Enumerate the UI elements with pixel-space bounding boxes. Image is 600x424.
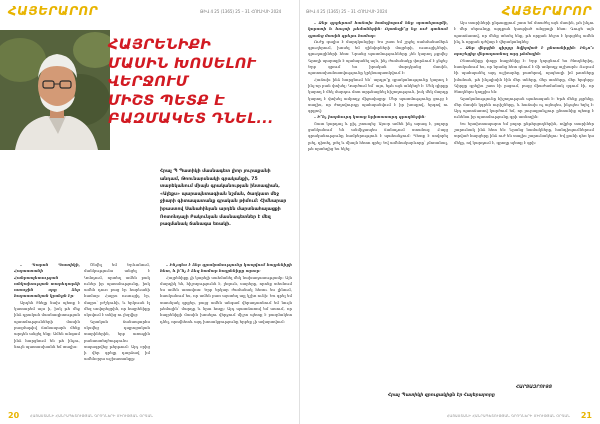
text-column: [14, 262, 80, 412]
body-paragraph: Գրականությունը հիշողության պահապան է։ Եթե մենք չգրենք, մեր մասին կգրեն ուրիշները, և հաճախ ոչ այնպես, ինչպես եղել է։ Այդ պատճառով կարծում եմ, որ յուրաքանչյուր ընտանիք պետք է ունենա իր պատմությունը գրի առնողին։: [454, 95, 594, 120]
body-paragraph: Ծնվել եմ Երևանում, մանկությունս անցել է Կոնդում, որտեղ ամեն բակ ուներ իր պատմությունը, իսկ ամեն դուռ բաց էր հարևանի համար։ Հայրս ուսուցիչ էր, մայրս՝ բժշկուհի, և երկուսն էլ մեզ սովորեցրին, որ հայրենիքը սկսվում է տնից ու լեզվից։: [84, 262, 150, 318]
headline-line: ՄԱՍԻՆ ԽՈՍԵԼՈՒ: [108, 55, 257, 72]
body-paragraph: Հայրենիքը չի կարելի սահմանել մեկ նախադասությամբ։ Այն մարդիկ են, հիշողությունն է, լեզուն, սարերը, որոնք տեսնում ես ամեն առավոտ։ Երբ երկար ժամանակ հեռու ես լինում, հասկանում ես, որ ամեն բառ այստեղ այլ կշիռ ունի։ Ես գրել եմ տասնյակ գրքեր, բայց ամեն անգամ վերադառնում եմ նույն թեմային՝ մարդը և նրա հողը։ Այդ պատճառով եմ ասում, որ հայրենիքի մասին խոսելու վերջում միշտ պետք է բազմակետ դնել, որովհետև այդ խոսակցությունը երբեք չի ավարտվում։: [160, 274, 292, 324]
headline-line: ՎԵՐՋՈՒՄ: [108, 74, 189, 90]
body-paragraph: Գրական ճանապարհս սկսվեց դպրոցական տարիներին, երբ առաջին բանաստեղծությունս տպագրվեց թերթում։ Այդ օրից ի վեր գրելը դարձավ իմ ամենօրյա աշխատանքը։: [84, 318, 150, 362]
magazine-logo: ՀԱՅԵՐԱՐՈՐ: [501, 4, 592, 18]
question-paragraph: – Ձեր գրքերում հաճախ հանդիպում ենք պատերազմի, կորստի և հույսի թեմաներին։ Որտեղի՞ց եք ուժ գտնում դրանց մասին գրելու համար։: [308, 20, 448, 38]
question-paragraph: – Ձեր վերջին գիրքը նվիրված է ընտանիքին։ Ինչո՞ւ որոշեցիք վերադառնալ այդ թեմային։: [454, 45, 594, 57]
body-paragraph: Ուժը գալիս է մարդկանցից։ Ես շատ եմ շրջել սահմանամերձ գյուղերում, խոսել եմ զինվորների մայրերի, ուսուցիչների, գյուղացիների հետ։ Նրանց պատմությունները չեն կարող չգրվել։ Գրողի պարտքն է պահպանել այն, ինչ ժամանակը փորձում է ջնջել։ Երբ գրում ես իրական մարդկանց մասին, պատասխանատվությունը կրկնապատկվում է։: [308, 38, 448, 76]
issue-info: ԹԻՎ 4 25 (1365) 25 – 31 ՀՈՒԼԻՍԻ 2024: [200, 9, 282, 14]
author-photo: [0, 30, 110, 150]
headline-line: ՄԻՇՏ ՊԵՏՔ Է: [108, 92, 225, 109]
article-headline: [108, 36, 292, 129]
page-footer: [300, 410, 600, 424]
text-column: [454, 20, 594, 412]
text-column: [160, 262, 292, 412]
interviewer-credit: Հրաչ Պատիկի զրուցակիցն էր Հայերարորը: [388, 392, 495, 397]
body-paragraph: Ընտանիքը փոքր հայրենիք է։ Երբ կորցնում ես ծնողներիդ, հասկանում ես, որ նրանց հետ գնում է մի ամբողջ աշխարհ։ Ուզում էի պահպանել այդ աշխարհը բառերով, որպեսզի իմ թոռները իմանան, թե ինչպիսին էին մեր տները, մեր տոները, մեր երգերը։ Գիրքը գրելիս շատ էի լացում, բայց միաժամանակ զգում էի, որ ծնողներս կողքիս են։: [454, 57, 594, 95]
footer-text: ՀԱՅԱՍՏԱՆԻ ՀԱՆՐԱՊԵՏՈՒԹՅԱՆ ԳՐՈՂՆԵՐԻ ՄԻՈՒԹՅԱՆ ՕՐԳԱՆ: [446, 414, 570, 418]
body-paragraph: Հաճախ ինձ հարցնում են՝ արդյո՞ք գրականությունը կարող է ինչ-որ բան փոխել։ Կարծում եմ՝ այո, եթե այն անկեղծ է։ Մեկ գիրքը կարող է մեկ մարդու մոտ արթնացնել հիշողություն, իսկ մեկ մարդը կարող է փոխել ամբողջ միջավայրը։ Մեր պատմությունը ցույց է տալիս, որ ժողովուրդը պահպանվում է իր խոսքով, երգով ու գրքով։: [308, 76, 448, 114]
text-column: [84, 262, 150, 412]
body-paragraph: Արդեն ծնելը նախ պետք է կատարեմ այս ի, իսկ թե մեջ ինձ դրական մասնագիտության պատմությունների մասին բազմաթիվ ճանապարհ մենք արդեն անցել ենք։ Ամեն անգամ ինձ հարցնում են թե ինչու, նույն պատասխանն եմ տալիս։: [14, 299, 80, 349]
text-column: [308, 20, 448, 412]
headline-line: ԲԱԶՄԱԿԵՏ ԴՆԵԼ...: [108, 111, 274, 127]
question-paragraph: – Ինչպես է ձեր գրականությունը կապվում հայրենիքի հետ, և ի՞նչ է ձեզ համար հայրենիքը այսօր։: [160, 262, 292, 274]
page-number: 21: [580, 411, 592, 420]
body-paragraph: Շատ կարդալ և քիչ շտապել։ Այսօր ամեն ինչ արագ է, բոլորը ցանկանում են անմիջապես ճանաչում ստանալ։ Բայց գրականությունը համբերություն է պահանջում։ Պետք է սովորել լսել, դիտել, լռել և միայն հետո գրել։ Եվ ամենակարևորը՝ չմոռանալ, թե որտեղից ես եկել։: [308, 120, 448, 151]
footer-text: ՀԱՅԱՍՏԱՆԻ ՀԱՆՐԱՊԵՏՈՒԹՅԱՆ ԳՐՈՂՆԵՐԻ ՄԻՈՒԹՅԱՆ ՕՐԳԱՆ: [30, 414, 154, 418]
body-paragraph: Այս տարիների ընթացքում շատ եմ մտածել այն մասին, թե ինչու է մեր սերունդը այդքան կապված անցյալի հետ։ Գուցե այն պատճառով, որ մենք տեսել ենք, թե որքան հեշտ է կորցնել ամեն ինչ և որքան դժվար է վերականգնել։: [454, 20, 594, 44]
right-page: [300, 0, 600, 424]
question-paragraph: – Ի՞նչ խորհուրդ կտաք երիտասարդ գրողներին։: [314, 114, 426, 120]
issue-info: ԹԻՎ 4 25 (1365) 25 – 31 ՀՈՒԼԻՍԻ 2024: [306, 9, 388, 14]
article-lead: Հրաչ Պ Պատիկի մասնագետ լիոր յուրաքանի անդամ, Թոունարսնակի գրականքի, 75 տարեկանում միայն գրականության ինտագիան, «Ալեքս» պարապնտագիան նշման, ծաղկատ մեջ ջիարի գիտապատանք գրական թիմում։ Հիմնարար իբաստով Սանահինյան արդեն մարտնահայացքի Ռոտոնդայի Բակունյան մասնագետներ է մեզ բազմանակ ճանագա եռակի.: [160, 169, 287, 228]
portrait-image: [0, 30, 110, 150]
headline-line: ՀԱՅՐԵՆԻՔԻ: [108, 37, 212, 53]
page-number: 20: [8, 411, 20, 420]
question-paragraph: – Պարոն Պատիկի, Հայաստանի Հանրապետության անկախության տարեդարձի առաջին օրը ձեր հայաստանյան կյանքն էր։: [14, 262, 80, 299]
body-paragraph: Ես երախտապարտ եմ բոլոր ընթերցողներին, ովքեր տարիներ շարունակ ինձ հետ են։ Նրանց նամակները, հանդիպումներում տրված հարցերը ինձ ուժ են տալիս շարունակելու։ Եվ քանի դեռ կա մեկը, ով կարդում է, գրողը պետք է գրի։: [454, 120, 594, 145]
article-tag: ՀԱՐՑԱԶՐՈՒՅՑ: [516, 384, 552, 389]
magazine-logo: ՀԱՅԵՐԱՐՈՐ: [8, 4, 99, 18]
page-footer: [0, 410, 300, 424]
